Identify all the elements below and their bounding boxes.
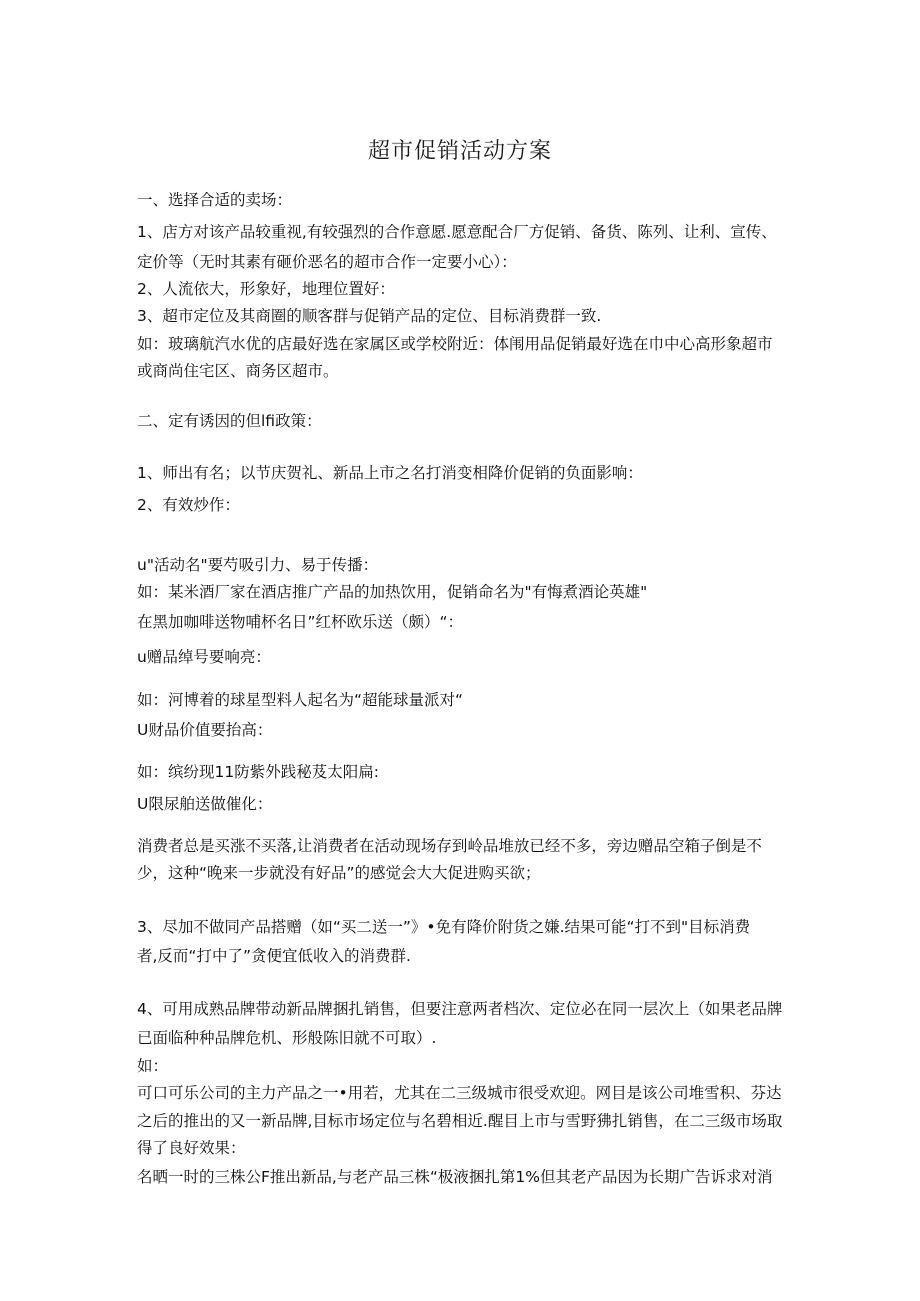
text-line-s2-bullet4: U限尿舶送做催化： [137, 795, 273, 813]
text-line-s2-bullet2: u赠品绰号要响亮： [137, 648, 271, 666]
text-line-s2-item3-b: 者,反而“打中了”贪便宜低收入的消费群. [137, 947, 411, 965]
text-line-s1-item1-b: 定价等（无时其素有砸价恶名的超市合作一定要小心）： [137, 253, 517, 271]
text-line-s1-item1-a: 1、店方对该产品较重视,有较强烈的合作意愿.愿意配合厂方促销、备货、陈列、让利、宣传、 [137, 223, 777, 241]
document-title: 超市促销活动方案 [367, 139, 552, 164]
text-line-s2-bullet1: u"活动名"要芍吸引力、易于传播： [137, 556, 379, 574]
text-line-s2-bullet1-ex-b: 在黑加咖啡送物哺杯名日”红杯欧乐送（颇）“： [137, 613, 464, 631]
text-line-s2-bullet4-ex-a: 消费者总是买涨不买落,让消费者在活动现场存到岭品堆放已经不多，旁边赠品空箱子倒是不 [137, 837, 762, 855]
text-line-s1-item3: 3、超市定位及其商圈的顺客群与促销产品的定位、目标消费群一致. [137, 307, 602, 325]
text-line-s1-example-a: 如：玻璃航汽水优的店最好选在家属区或学校附近：体闱用品促销最好选在巾中心高形象超市 [137, 335, 773, 353]
text-line-s2-item4-ex-1b: 之后的推出的又一新品牌,目标市场定位与名碧相近.醒目上市与雪野狒扎销售，在二三级市场取 [137, 1112, 783, 1130]
text-line-s1-example-b: 或商尚住宅区、商务区超市。 [137, 362, 339, 380]
text-line-s2-item4-ex-1c: 得了良好效果： [137, 1139, 246, 1157]
text-line-s2-bullet4-ex-b: 少，这种“晚来一步就没有好品”的感觉会大大促进购买欲； [137, 864, 541, 882]
text-line-s1-heading: 一、选择合适的卖场： [137, 191, 293, 209]
text-line-s2-bullet2-ex: 如：河博着的球星型料人起名为“超能球量派对“ [137, 691, 464, 709]
text-line-s1-item2: 2、人流依大，形象好，地理位置好： [137, 280, 395, 298]
text-line-s2-item4-a: 4、可用成熟品牌带动新品牌捆扎销售，但要注意两者档次、定位必在同一层次上（如果老品牌 [137, 1000, 783, 1018]
text-line-s2-bullet3-ex: 如：缤纷现11防紫外践秘芨太阳扁: [137, 763, 379, 781]
text-line-s2-item4-ex-2a: 名晒一时的三株公F推出新品,与老产品三株“极液捆扎第1%但其老产品因为长期广告诉求对消 [137, 1168, 773, 1186]
text-line-s2-item3-a: 3、尽加不做同产品搭赠（如“买二送一”》•免有降价附货之嫌.结果可能“打不到"目标消费 [137, 918, 751, 936]
text-line-s2-heading: 二、定有诱因的但lfi政策： [137, 412, 322, 430]
text-line-s2-item4-ex: 如： [137, 1057, 169, 1075]
text-line-s2-item4-b: 已面临种种品牌危机、形般陈旧就不可取）. [137, 1029, 437, 1047]
text-line-s2-item2: 2、有效炒作： [137, 496, 240, 514]
text-line-s2-item1: 1、师出有名；以节庆贺礼、新品上市之名打消变相降价促销的负面影响： [137, 464, 643, 482]
text-line-s2-bullet1-ex-a: 如：某米酒厂家在酒店推广产品的加热饮用，促销命名为"有悔煮酒论英雄" [137, 583, 648, 601]
text-line-s2-bullet3: U财品价值要抬高： [137, 721, 273, 739]
text-line-s2-item4-ex-1a: 可口可乐公司的主力产品之一•用若，尤其在二三级城市很受欢迎。网目是该公司堆雪积、芬达 [137, 1084, 782, 1102]
